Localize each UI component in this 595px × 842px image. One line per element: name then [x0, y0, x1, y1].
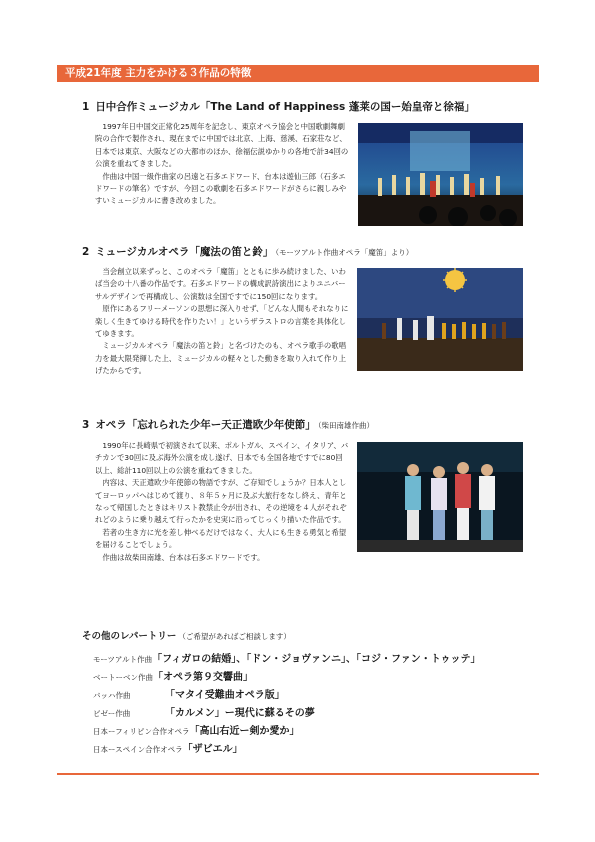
section-2-title — [82, 245, 413, 260]
repertory-work: 「フィガロの結婚」、「ドン・ジョヴァンニ」、「コジ・ファン・トゥッテ」 — [152, 654, 481, 665]
footer-divider — [57, 773, 539, 775]
section-banner: 平成21年度 主力をかける３作品の特徴 — [57, 65, 539, 82]
stage-photo-land-of-happiness — [358, 123, 523, 226]
stage-photo-forgotten-boys — [357, 442, 523, 552]
section-2-number: 2 — [82, 246, 90, 258]
paragraph: 原作にあるフリーメーソンの思想に深入りせず、「どんな人間もそれなりに楽しく生きてゆける時代を作りたい！」というザラストロの言葉を具体化してゆきます。 — [95, 304, 349, 339]
repertory-work: 「オペラ第９交響曲」 — [153, 672, 253, 683]
section-3-subtitle: （柴田南雄作曲） — [317, 421, 375, 430]
paragraph: 内容は、天正遣欧少年使節の物語ですが、ご存知でしょうか？日本人としてヨーロッパへはじめて渡り、８年５ヶ月に及ぶ大旅行をなし終え、青年となって帰国したときはキリスト教禁止令が出され、その逆境を４人がそれぞれどのように乗り越えて行ったかを史実に沿ってじっくり描いた作品です。 — [95, 478, 347, 525]
paragraph: 1997年日中国交正常化25周年を記念し、東京オペラ協会と中国歌劇舞劇院の合作で製作され、現在までに中国では北京、上海、慈溪、石家荘など、日本では東京、大阪などの大都市のほか、徐福伝説ゆかりの各地で計34回の公演を重ねてきました。 — [95, 122, 349, 169]
section-1-number: 1 — [82, 101, 90, 113]
section-3-title — [82, 418, 374, 433]
repertory-work: 「高山右近ー剣か愛か」 — [189, 726, 300, 737]
repertory-item — [93, 688, 285, 703]
section-2-subtitle: （モーツアルト作曲オペラ「魔笛」より） — [275, 248, 414, 257]
repertory-composer: 日本ーフィリピン合作オペラ — [93, 727, 190, 736]
repertory-composer: モーツアルト作曲 — [93, 655, 153, 664]
repertory-work: 「ザビエル」 — [182, 744, 243, 755]
paragraph: 1990年に長崎県で初演されて以来、ポルトガル、スペイン、イタリア、バチカンで30回に及ぶ海外公演を成し遂げ、日本でも全国各地ですでに80回以上、総計110回以上の公演を重ねてきました。 — [95, 441, 349, 475]
repertory-item — [93, 742, 243, 757]
repertory-item — [93, 652, 481, 667]
repertory-item — [93, 706, 315, 721]
repertory-composer: 日本ースペイン合作オペラ — [93, 745, 183, 754]
section-3-heading: オペラ「忘れられた少年ー天正遣欧少年使節」 — [95, 419, 316, 431]
repertory-note: （ご希望があればご相談します） — [178, 632, 291, 641]
repertory-work: 「カルメン」ー現代に蘇るその夢 — [165, 708, 315, 719]
repertory-work: 「マタイ受難曲オペラ版」 — [165, 690, 285, 701]
paragraph: 作曲は故柴田南雄、台本は石多エドワードです。 — [102, 552, 265, 562]
repertory-item — [93, 724, 300, 739]
paragraph: 作曲は中国一級作曲家の呂遠と石多エドワード、台本は遊仙三郎（石多エドワードの筆名）ですが、今回この歌劇を石多エドワードがさらに親しみやすいミュージカルに書き改めました。 — [95, 171, 347, 206]
repertory-composer: バッハ作曲 — [93, 691, 131, 700]
repertory-title: その他のレパートリー — [82, 631, 177, 642]
section-1-title — [82, 100, 475, 114]
repertory-composer: ベートーベン作曲 — [93, 673, 153, 682]
stage-photo-magic-flute — [357, 268, 523, 371]
paragraph: 若者の生き方に光を差し伸べるだけではなく、大人にも生きる勇気と希望を届けることでしょう。 — [95, 527, 347, 550]
section-1-body — [95, 121, 349, 208]
paragraph: 当会創立以来ずっと、このオペラ「魔笛」とともに歩み続けました、いわば当会の十八番の作品です。石多エドワードの構成訳詩演出によりユニバーサルデザインで再構成し、公演数は全国ですでに150回になります。 — [95, 267, 346, 301]
section-3-body — [95, 440, 349, 564]
repertory-composer: ビゼー作曲 — [93, 709, 131, 718]
repertory-item — [93, 670, 253, 685]
section-3-number: 3 — [82, 419, 90, 431]
section-2-body — [95, 266, 349, 378]
section-2-heading: ミュージカルオペラ「魔法の笛と鈴」 — [95, 246, 274, 258]
section-1-heading: 日中合作ミュージカル「The Land of Happiness 蓬莱の国ー始皇帝と徐福」 — [95, 101, 475, 113]
repertory-heading — [82, 628, 291, 642]
paragraph: ミュージカルオペラ「魔法の笛と鈴」と名づけたのも、オペラ歌手の歌唱力を最大限発揮した上、ミュージカルの軽々とした動きを取り入れて作り上げたからです。 — [95, 341, 346, 376]
